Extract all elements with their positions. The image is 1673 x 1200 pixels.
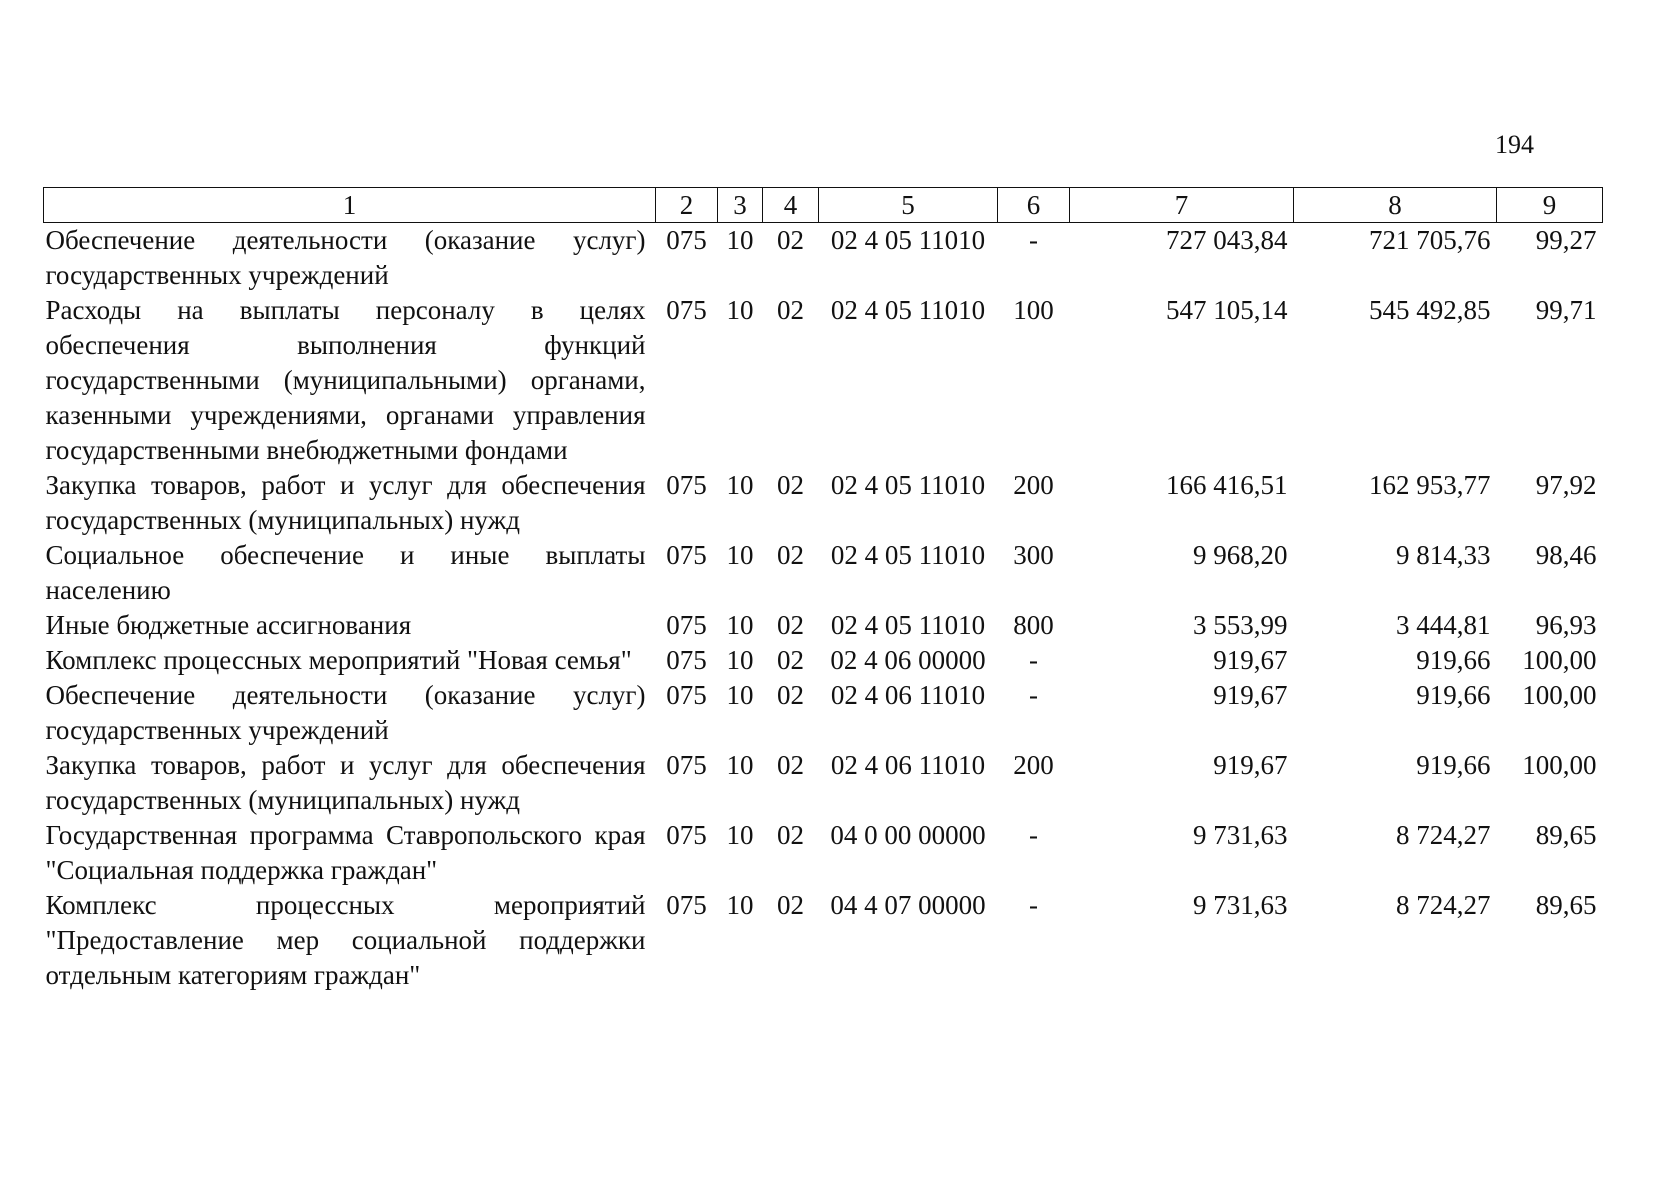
target-article-cell: 04 4 07 00000	[830, 890, 986, 920]
execution-percent-cell: 100,00	[1522, 750, 1597, 780]
item-name-cell: Государственная программа Ставропольского края "Социальная поддержка граждан"	[45, 820, 646, 885]
target-article-cell: 02 4 05 11010	[830, 225, 986, 255]
section-code-cell: 10	[726, 470, 754, 500]
expense-type-cell: -	[1029, 225, 1038, 255]
executed-amount-cell: 919,66	[1416, 645, 1491, 675]
ministry-code-cell: 075	[666, 820, 707, 850]
column-header: 7	[1070, 188, 1294, 223]
item-name-cell: Обеспечение деятельности (оказание услуг) государственных учреждений	[45, 225, 646, 290]
subsection-code-cell: 02	[777, 680, 804, 710]
item-name-cell: Закупка товаров, работ и услуг для обеспечения государственных (муниципальных) нужд	[45, 470, 646, 535]
target-article-cell: 02 4 06 11010	[830, 750, 986, 780]
execution-percent-cell: 89,65	[1535, 820, 1597, 850]
execution-percent-cell: 99,71	[1535, 295, 1597, 325]
table-row	[44, 608, 1603, 643]
approved-amount-cell: 919,67	[1213, 750, 1288, 780]
execution-percent-cell: 96,93	[1535, 610, 1597, 640]
target-article-cell: 02 4 05 11010	[830, 470, 986, 500]
subsection-code-cell: 02	[777, 295, 804, 325]
ministry-code-cell: 075	[666, 610, 707, 640]
column-header: 8	[1294, 188, 1497, 223]
target-article-cell: 02 4 06 00000	[830, 645, 986, 675]
executed-amount-cell: 8 724,27	[1396, 820, 1491, 850]
table-row	[44, 748, 1603, 818]
executed-amount-cell: 919,66	[1416, 750, 1491, 780]
column-header: 6	[998, 188, 1070, 223]
item-name-cell: Комплекс процессных мероприятий "Новая семья"	[45, 645, 632, 675]
column-header: 2	[656, 188, 718, 223]
section-code-cell: 10	[726, 610, 754, 640]
approved-amount-cell: 727 043,84	[1166, 225, 1288, 255]
executed-amount-cell: 3 444,81	[1396, 610, 1491, 640]
approved-amount-cell: 3 553,99	[1193, 610, 1288, 640]
ministry-code-cell: 075	[666, 540, 707, 570]
approved-amount-cell: 9 731,63	[1193, 820, 1288, 850]
section-code-cell: 10	[726, 645, 754, 675]
executed-amount-cell: 919,66	[1416, 680, 1491, 710]
subsection-code-cell: 02	[777, 540, 804, 570]
execution-percent-cell: 100,00	[1522, 680, 1597, 710]
subsection-code-cell: 02	[777, 225, 804, 255]
item-name-cell: Закупка товаров, работ и услуг для обеспечения государственных (муниципальных) нужд	[45, 750, 646, 815]
ministry-code-cell: 075	[666, 225, 707, 255]
expense-type-cell: -	[1029, 890, 1038, 920]
expense-type-cell: -	[1029, 820, 1038, 850]
item-name-cell: Обеспечение деятельности (оказание услуг) государственных учреждений	[45, 680, 646, 745]
section-code-cell: 10	[726, 225, 754, 255]
approved-amount-cell: 547 105,14	[1166, 295, 1288, 325]
target-article-cell: 02 4 05 11010	[830, 295, 986, 325]
expense-type-cell: 100	[1013, 295, 1054, 325]
subsection-code-cell: 02	[777, 470, 804, 500]
expense-type-cell: 800	[1013, 610, 1054, 640]
executed-amount-cell: 721 705,76	[1369, 225, 1491, 255]
ministry-code-cell: 075	[666, 295, 707, 325]
item-name-cell: Расходы на выплаты персоналу в целях обеспечения выполнения функций государственными (муниципальными) органами, казенными учреждениями, органами управления государственными внебюджетными фондами	[45, 295, 646, 465]
column-header: 4	[763, 188, 819, 223]
execution-percent-cell: 98,46	[1535, 540, 1597, 570]
column-header: 5	[819, 188, 998, 223]
approved-amount-cell: 9 968,20	[1193, 540, 1288, 570]
table-row	[44, 468, 1603, 538]
target-article-cell: 02 4 06 11010	[830, 680, 986, 710]
section-code-cell: 10	[726, 295, 754, 325]
budget-table	[43, 187, 1603, 993]
table-row	[44, 643, 1603, 678]
ministry-code-cell: 075	[666, 645, 707, 675]
execution-percent-cell: 100,00	[1522, 645, 1597, 675]
column-header: 3	[718, 188, 763, 223]
subsection-code-cell: 02	[777, 610, 804, 640]
target-article-cell: 02 4 05 11010	[830, 540, 986, 570]
approved-amount-cell: 9 731,63	[1193, 890, 1288, 920]
execution-percent-cell: 89,65	[1535, 890, 1597, 920]
section-code-cell: 10	[726, 890, 754, 920]
item-name-cell: Социальное обеспечение и иные выплаты населению	[45, 540, 646, 605]
subsection-code-cell: 02	[777, 820, 804, 850]
approved-amount-cell: 919,67	[1213, 645, 1288, 675]
expense-type-cell: -	[1029, 645, 1038, 675]
executed-amount-cell: 545 492,85	[1369, 295, 1491, 325]
execution-percent-cell: 97,92	[1535, 470, 1597, 500]
ministry-code-cell: 075	[666, 680, 707, 710]
column-header: 9	[1497, 188, 1603, 223]
ministry-code-cell: 075	[666, 470, 707, 500]
subsection-code-cell: 02	[777, 890, 804, 920]
section-code-cell: 10	[726, 820, 754, 850]
executed-amount-cell: 8 724,27	[1396, 890, 1491, 920]
section-code-cell: 10	[726, 540, 754, 570]
target-article-cell: 02 4 05 11010	[830, 610, 986, 640]
subsection-code-cell: 02	[777, 645, 804, 675]
item-name-cell: Комплекс процессных мероприятий "Предоставление мер социальной поддержки отдельным категориям граждан"	[45, 890, 646, 990]
approved-amount-cell: 919,67	[1213, 680, 1288, 710]
ministry-code-cell: 075	[666, 890, 707, 920]
column-header: 1	[44, 188, 656, 223]
executed-amount-cell: 9 814,33	[1396, 540, 1491, 570]
expense-type-cell: 300	[1013, 540, 1054, 570]
subsection-code-cell: 02	[777, 750, 804, 780]
target-article-cell: 04 0 00 00000	[830, 820, 986, 850]
ministry-code-cell: 075	[666, 750, 707, 780]
approved-amount-cell: 166 416,51	[1166, 470, 1288, 500]
table-row	[44, 678, 1603, 748]
table-row	[44, 538, 1603, 608]
section-code-cell: 10	[726, 750, 754, 780]
table-body	[44, 223, 1603, 994]
execution-percent-cell: 99,27	[1535, 225, 1597, 255]
table-row	[44, 223, 1603, 294]
page-number: 194	[1495, 130, 1534, 159]
expense-type-cell: -	[1029, 680, 1038, 710]
expense-type-cell: 200	[1013, 470, 1054, 500]
table-row	[44, 888, 1603, 993]
executed-amount-cell: 162 953,77	[1369, 470, 1491, 500]
header-row	[44, 188, 1603, 223]
item-name-cell: Иные бюджетные ассигнования	[45, 610, 412, 640]
table-row	[44, 293, 1603, 468]
section-code-cell: 10	[726, 680, 754, 710]
table-row	[44, 818, 1603, 888]
expense-type-cell: 200	[1013, 750, 1054, 780]
